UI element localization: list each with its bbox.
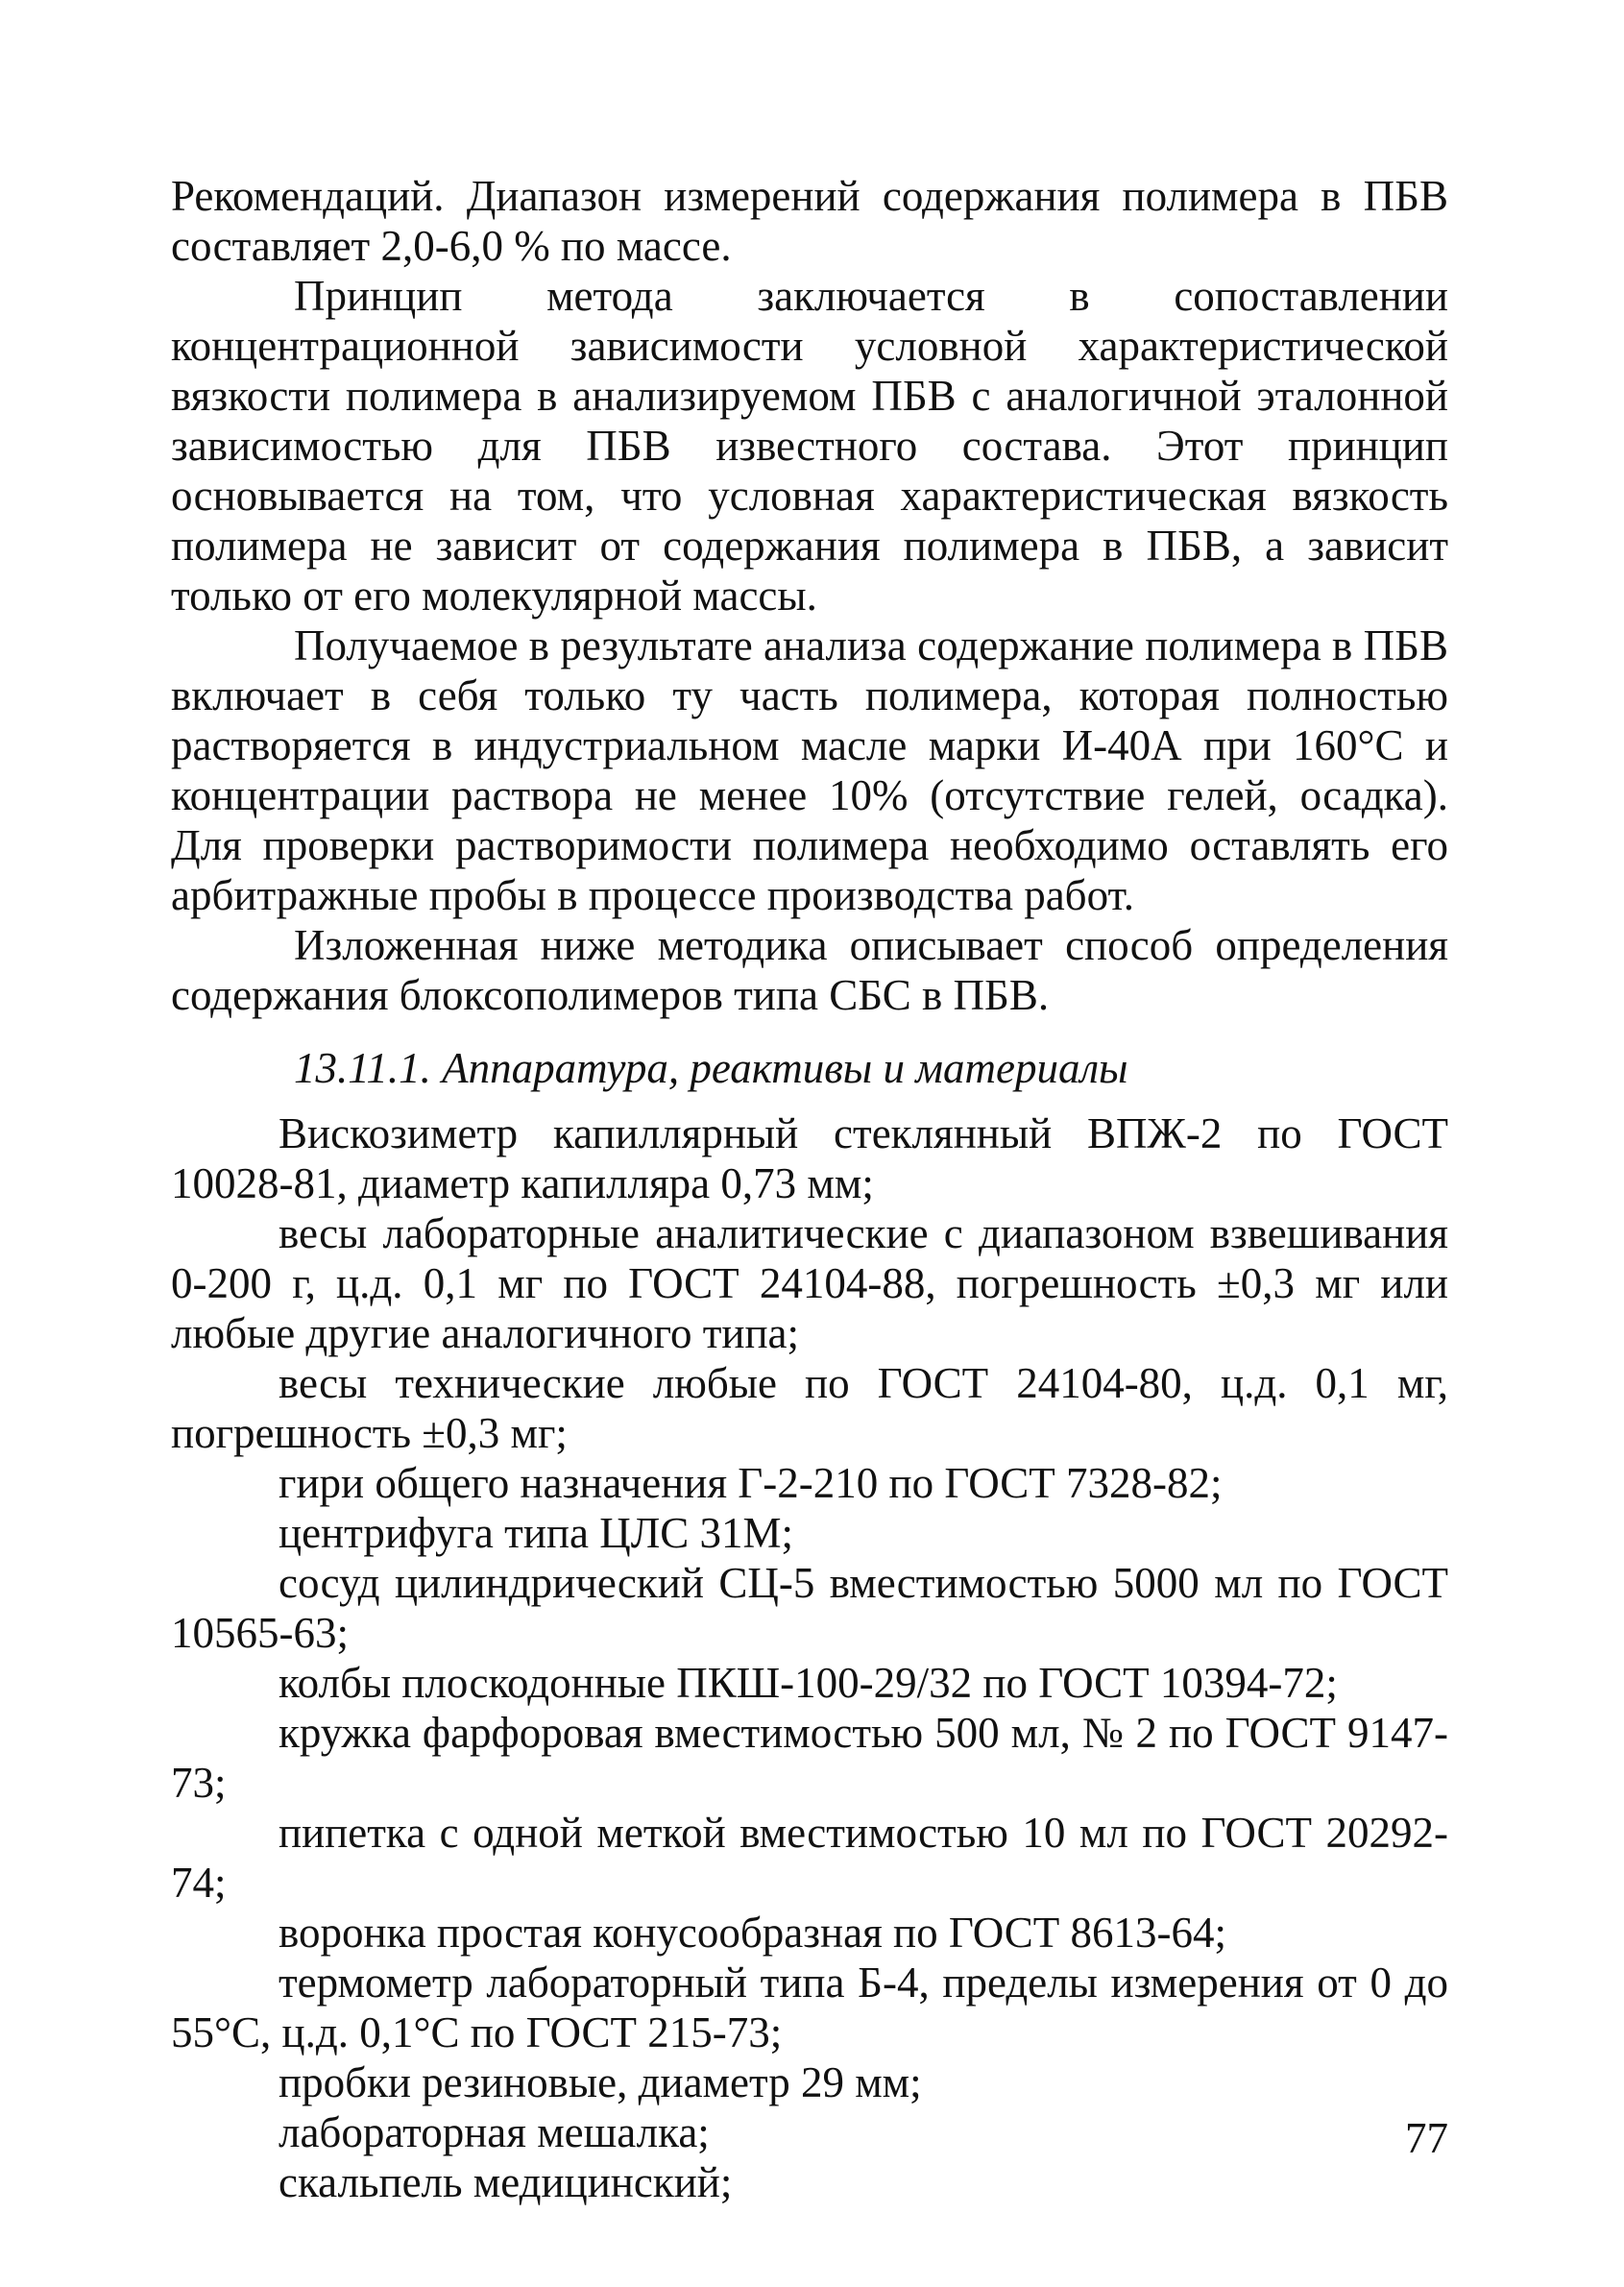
paragraph-analysis-result: Получаемое в результате анализа содержание полимера в ПБВ включает в себя только ту часть полимера, которая полностью растворяется в индустриальном масле марки И-40А при 160°С и концентрации раствора не менее 10% (отсутствие гелей, осадка). Для проверки растворимости полимера необходимо оставлять его арбитражные пробы в процессе производства работ. (171, 621, 1448, 919)
list-item: пробки резиновые, диаметр 29 мм; (279, 2058, 922, 2106)
section-heading: 13.11.1. Аппаратура, реактивы и материалы (294, 1044, 1128, 1092)
list-item: Вискозиметр капиллярный стеклянный ВПЖ-2 по ГОСТ 10028-81, диаметр капилляра 0,73 мм; (171, 1109, 1448, 1207)
paragraph-continuation: Рекомендаций. Диапазон измерений содержания полимера в ПБВ составляет 2,0-6,0 % по массе. (171, 172, 1448, 270)
page-number: 77 (1405, 2114, 1448, 2162)
paragraph-method-description: Изложенная ниже методика описывает способ определения содержания блоксополимеров типа СБС в ПБВ. (171, 921, 1448, 1019)
page-body (171, 171, 1448, 2207)
list-item: воронка простая конусообразная по ГОСТ 8613-64; (279, 1909, 1227, 1957)
paragraph-method-principle: Принцип метода заключается в сопоставлении концентрационной зависимости условной характеристической вязкости полимера в анализируемом ПБВ с аналогичной эталонной зависимостью для ПБВ известного состава. Этот принцип основывается на том, что условная характеристическая вязкость полимера не зависит от содержания полимера в ПБВ, а зависит только от его молекулярной массы. (171, 272, 1448, 620)
list-item: термометр лабораторный типа Б-4, пределы измерения от 0 до 55°С, ц.д. 0,1°С по ГОСТ 215-73; (171, 1959, 1448, 2056)
list-item: весы технические любые по ГОСТ 24104-80, ц.д. 0,1 мг, погрешность ±0,3 мг; (171, 1359, 1448, 1457)
list-item: весы лабораторные аналитические с диапазоном взвешивания 0-200 г, ц.д. 0,1 мг по ГОСТ 24104-88, погрешность ±0,3 мг или любые другие аналогичного типа; (171, 1209, 1448, 1357)
list-item: гири общего назначения Г-2-210 по ГОСТ 7328-82; (279, 1459, 1223, 1507)
list-item: колбы плоскодонные ПКШ-100-29/32 по ГОСТ 10394-72; (279, 1659, 1338, 1707)
list-item: лабораторная мешалка; (279, 2108, 710, 2156)
list-item: центрифуга типа ЦЛС 31М; (279, 1509, 794, 1557)
list-item: кружка фарфоровая вместимостью 500 мл, № 2 по ГОСТ 9147-73; (171, 1709, 1448, 1807)
list-item: сосуд цилиндрический СЦ-5 вместимостью 5000 мл по ГОСТ 10565-63; (171, 1559, 1448, 1657)
list-item: пипетка с одной меткой вместимостью 10 мл по ГОСТ 20292-74; (171, 1809, 1448, 1907)
list-item: скальпель медицинский; (279, 2158, 733, 2206)
